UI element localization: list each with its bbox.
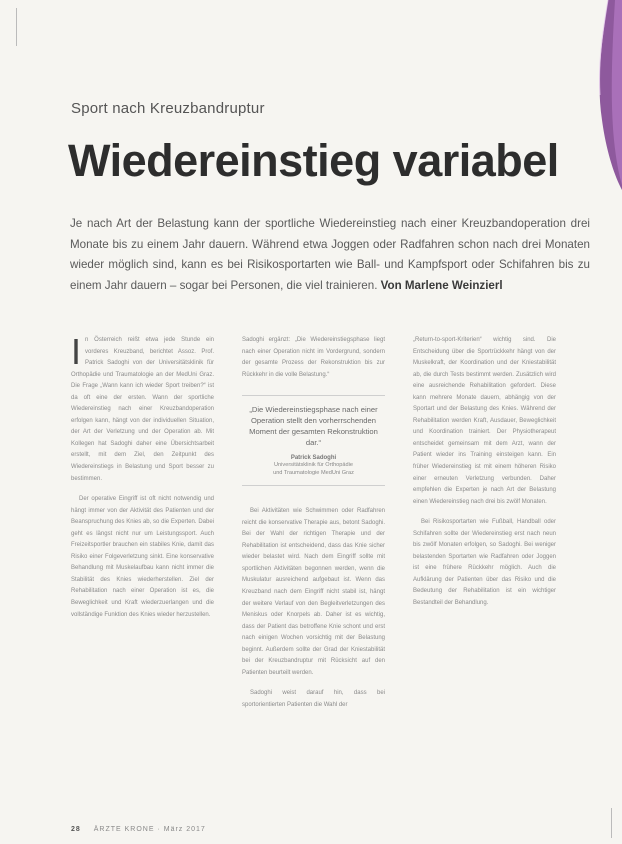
- pull-quote: [242, 395, 385, 486]
- crop-mark: [611, 808, 612, 838]
- text-column-2: [242, 335, 385, 720]
- paragraph: Bei Aktivitäten wie Schwimmen oder Radfahren reicht die konservative Therapie aus, betont Sadoghi. Bei der Wahl der richtigen Therapie und der Rehabilitation ist entscheidend, dass das Knie sicher wieder belastet wird. Nach dem Eingriff sollte mit sportlichen Aktivitäten begonnen werden, wenn die Muskulatur ausreichend aufgebaut ist. Wenn das Kreuzband nach dem Eingriff nicht stabil ist, hängt der weitere Verlauf von den Begleitverletzungen des Meniskus oder Knorpels ab. Daher ist es wichtig, dass der Patient das betroffene Knie schont und erst nach einigen Wochen vorsichtig mit der Belastung beginnt. Außerdem sollte der Grad der Kniestabilität bei der Kreuzbandruptur mit Rücksicht auf den Patienten beurteilt werden.: [242, 508, 385, 676]
- pull-quote-author: Patrick Sadoghi: [290, 455, 337, 462]
- article-author: Von Marlene Weinzierl: [380, 278, 503, 292]
- pull-quote-text: „Die Wiedereinstiegsphase nach einer Operation stellt den vorherrschenden Moment der gesamten Rekonstruktion dar.“: [249, 405, 378, 448]
- paragraph: Der operative Eingriff ist oft nicht notwendig und hängt immer von der Aktivität des Patienten und der Beanspruchung des Knies ab, so die Experten. Dabei geht es längst nicht nur um Leistungssport. Auch Freizeitsportler brauchen ein stabiles Knie, damit das Risiko einer Folgeverletzung sinkt. Eine konservative Behandlung mit Muskelaufbau kann nicht immer die Stabilität des Knies wiederherstellen. Ziel der Rehabilitation nach einer Operation ist es, die Beweglichkeit und Kraft wiederzuerlangen und die vollständige Funktion des Knies wieder herzustellen.: [71, 496, 214, 618]
- lead-text: Je nach Art der Belastung kann der sportliche Wiedereinstieg nach einer Kreuzbandoperation drei Monate bis zu einem Jahr dauern. Während etwa Joggen oder Radfahren schon nach drei Monaten wieder möglich sind, kann es bei Risikosportarten wie Ball- und Kampfsport oder Schifahren bis zu einem Jahr dauern – sogar bei Personen, die viel trainieren.: [70, 217, 590, 292]
- text-column-3: [413, 335, 556, 619]
- paragraph: Sadoghi ergänzt: „Die Wiedereinstiegsphase liegt nach einer Operation nicht im Vordergrund, sondern der gesamte Prozess der Rekonstruktion bis zur Rückkehr in die volle Belastung.“: [242, 337, 385, 378]
- article-kicker: Sport nach Kreuzbandruptur: [71, 100, 265, 117]
- crop-mark: [16, 8, 17, 46]
- paragraph: Sadoghi weist darauf hin, dass bei sportorientierten Patienten die Wahl der: [242, 690, 385, 708]
- page-number: 28: [71, 826, 81, 833]
- pull-quote-role: und Traumatologie MedUni Graz: [273, 469, 354, 476]
- text-column-1: [71, 331, 214, 630]
- article-lead: [70, 214, 590, 296]
- article-title: Wiedereinstieg variabel: [68, 135, 559, 186]
- page-footer: [71, 826, 206, 833]
- drop-cap: I: [71, 331, 82, 372]
- paragraph: „Return-to-sport-Kriterien“ wichtig sind. Die Entscheidung über die Sportrückkehr hängt von der Muskelkraft, der Koordination und der Kniestabilität ab, die durch Tests bestimmt werden. Zusätzlich wird eine ausreichende Rehabilitation gefordert. Diese kann mehrere Monate dauern, abhängig von der Sportart und der Belastung des Knies. Während der Rehabilitation werden Kraft, Ausdauer, Beweglichkeit und Koordination trainiert. Der Physiotherapeut entscheidet gemeinsam mit dem Arzt, wann der Patient wieder ins Training einsteigen kann. Ein früher Wiedereinstieg ist mit einem höheren Risiko einer erneuten Verletzung verbunden. Daher empfehlen die Experten je nach Art der Belastung einen Wiedereinstieg nach drei bis zwölf Monaten.: [413, 337, 556, 505]
- issue-info: ÄRZTE KRONE · März 2017: [93, 826, 206, 833]
- paragraph: Bei Risikosportarten wie Fußball, Handball oder Schifahren sollte der Wiedereinstieg erst nach neun bis zwölf Monaten erfolgen, so Sadoghi. Bei weniger belastenden Sportarten wie Radfahren oder Joggen ist eine frühere Rückkehr möglich. Auch die Aufklärung der Patienten über das Risiko und die Bedeutung der Rehabilitation ist ein wichtiger Bestandteil der Behandlung.: [413, 519, 556, 607]
- paragraph: In Österreich reißt etwa jede Stunde ein vorderes Kreuzband, berichtet Assoz. Prof. Patrick Sadoghi von der Universitätsklinik für Orthopädie und Traumatologie an der MedUni Graz. Die Frage „Wann kann ich wieder Sport treiben?“ ist da oft eine der ersten. Wann der sportliche Wiedereinstieg nach einer Kreuzbandoperation erfolgen kann, hängt von der individuellen Situation, der Art der Verletzung und der Operation ab. Mit Kollegen hat Sadoghi daher eine Übersichtsarbeit erstellt, mit dem Ziel, den Zeitpunkt des Wiedereinstiegs in Belastung und Sport besser zu bestimmen.: [71, 331, 214, 482]
- pull-quote-role: Universitätsklinik für Orthopädie: [274, 462, 353, 469]
